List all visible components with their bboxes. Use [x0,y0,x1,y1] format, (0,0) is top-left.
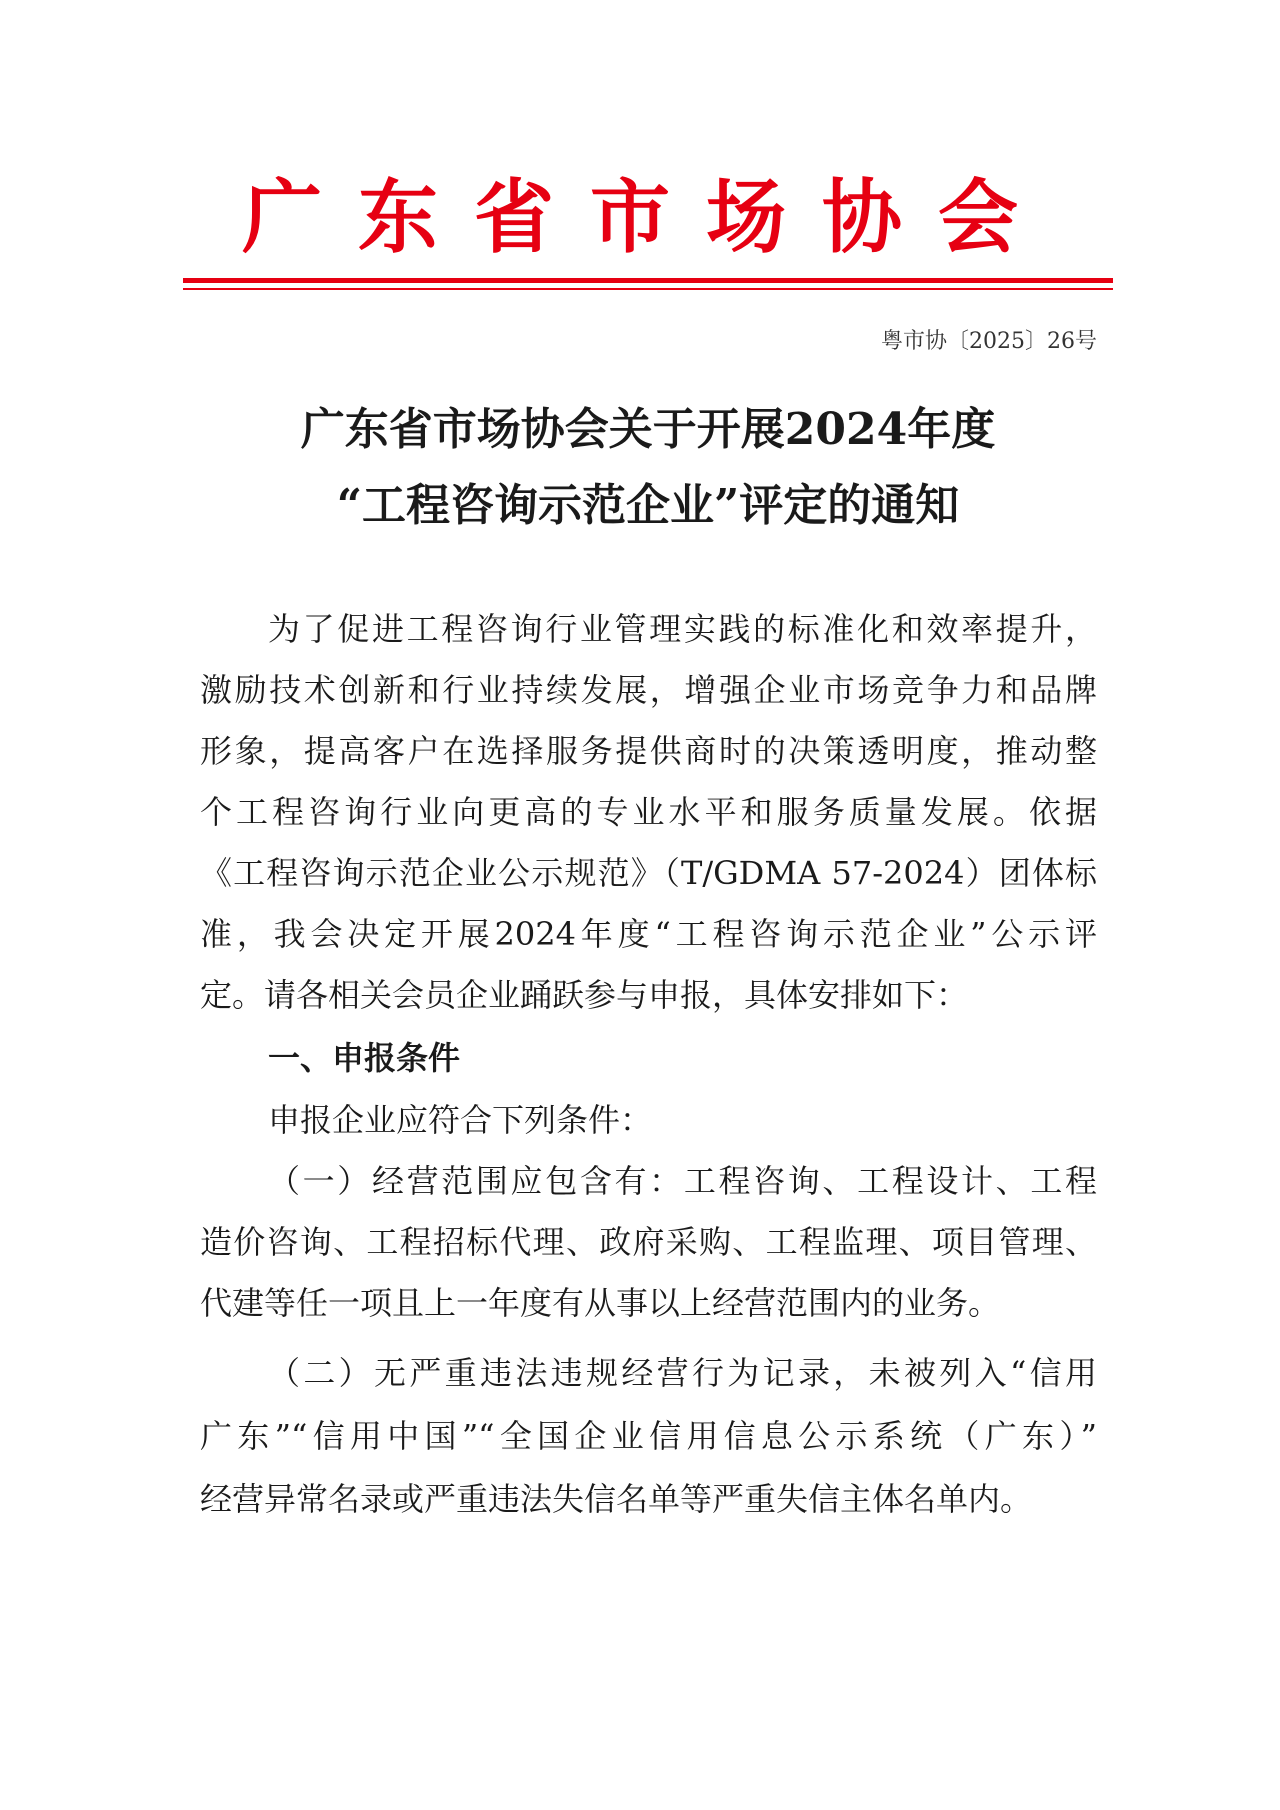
section-heading: 一、申报条件 [268,1039,461,1077]
intro-line: 个工程咨询行业向更高的专业水平和服务质量发展。依据 [200,793,1097,831]
masthead-rule-thick [183,278,1113,283]
document-number: 粤市协〔2025〕26号 [881,329,1097,354]
intro-line: 为了促进工程咨询行业管理实践的标准化和效率提升， [268,610,1097,648]
intro-line: 形象，提高客户在选择服务提供商时的决策透明度，推动整 [200,732,1097,770]
intro-line: 激励技术创新和行业持续发展，增强企业市场竞争力和品牌 [200,671,1097,709]
intro-line: 《工程咨询示范企业公示规范》（T/GDMA 57-2024）团体标 [200,854,1097,892]
intro-line: 准，我会决定开展2024年度“工程咨询示范企业”公示评 [200,915,1097,953]
document-title-line-1: 广东省市场协会关于开展2024年度 [300,404,996,455]
masthead-rule-thin [183,288,1113,290]
condition-2-line: （二）无严重违法违规经营行为记录，未被列入“信用 [268,1354,1097,1392]
condition-1-line: 代建等任一项且上一年度有从事以上经营范围内的业务。 [200,1284,1001,1322]
document-title-line-2: “工程咨询示范企业”评定的通知 [336,480,960,531]
condition-2-line: 经营异常名录或严重违法失信名单等严重失信主体名单内。 [200,1480,1033,1518]
masthead-org-name: 广东省市场协会 [242,171,1054,264]
section-lead: 申报企业应符合下列条件： [268,1101,653,1139]
condition-1-line: （一）经营范围应包含有：工程咨询、工程设计、工程 [268,1162,1097,1200]
intro-line: 定。请各相关会员企业踊跃参与申报，具体安排如下： [200,976,969,1014]
condition-2-line: 广东”“信用中国”“全国企业信用信息公示系统（广东）” [200,1417,1097,1455]
condition-1-line: 造价咨询、工程招标代理、政府采购、工程监理、项目管理、 [200,1223,1097,1261]
